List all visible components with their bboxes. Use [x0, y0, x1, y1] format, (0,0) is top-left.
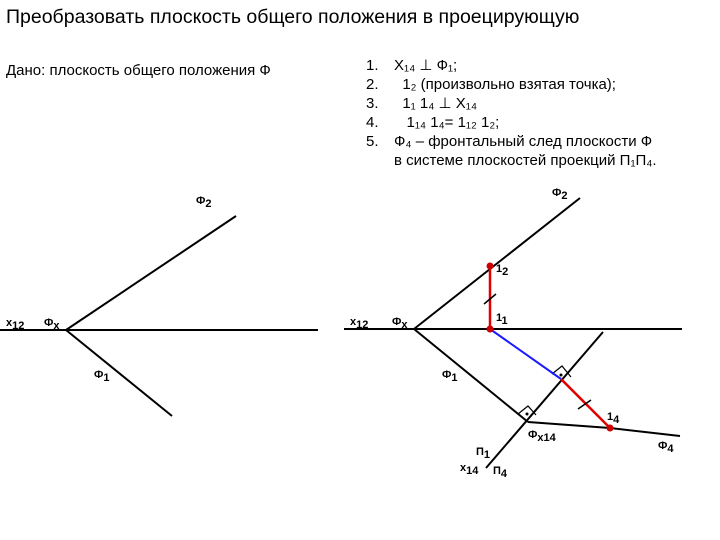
right-phix14-label: Фx14: [528, 429, 556, 444]
right-phi2-label: Ф2: [552, 187, 568, 202]
pi4-label: П4: [493, 465, 508, 480]
right-x14-axis: [486, 332, 603, 468]
step-text: Ф₄ – фронтальный след плоскости Ф: [394, 133, 653, 150]
right-drawing: [344, 198, 682, 468]
point-1-2: [487, 263, 494, 270]
step-number: 1.: [366, 57, 379, 74]
right-phi4-label: Ф4: [658, 440, 674, 455]
left-phi2-label: Ф2: [196, 195, 212, 210]
step-number: 5.: [366, 133, 379, 150]
left-phix-label: Фx: [44, 317, 60, 332]
step-text: 1₂ (произвольно взятая точка);: [394, 76, 616, 93]
step-text: 1₁ 1₄ ⊥ X₁₄: [394, 95, 477, 112]
step-number: 2.: [366, 76, 379, 93]
step-number: 4.: [366, 114, 379, 131]
right-phi1-label: Ф1: [442, 369, 458, 384]
blue-link-line: [490, 329, 561, 379]
given-text: Дано: плоскость общего положения Ф: [6, 62, 271, 79]
step-number: 3.: [366, 95, 379, 112]
page-title: Преобразовать плоскость общего положения в проецирующую: [6, 6, 580, 28]
pi1-label: П1: [476, 446, 491, 461]
right-x12-label: x12: [350, 316, 369, 331]
point-1-1-label: 11: [496, 312, 508, 327]
right-phix-label: Фx: [392, 316, 408, 331]
step-text: в системе плоскостей проекций П₁П₄.: [394, 152, 657, 169]
right-angle-marks: [518, 366, 571, 415]
point-1-2-label: 12: [496, 263, 509, 278]
left-phi1-trace: [66, 330, 172, 416]
left-labels: [6, 195, 212, 384]
right-x14-label: x14: [460, 462, 479, 477]
right-angle-dot-lower: [526, 413, 529, 416]
left-x12-label: x12: [6, 317, 25, 332]
step-text: 1₁₄ 1₄= 1₁₂ 1₂;: [394, 114, 500, 131]
left-phi1-label: Ф1: [94, 369, 110, 384]
right-angle-dot-upper: [560, 374, 563, 377]
left-drawing: [0, 216, 318, 416]
left-phi2-trace: [66, 216, 236, 330]
point-1-1: [487, 326, 494, 333]
step-text: X₁₄ ⊥ Ф₁;: [394, 57, 458, 74]
point-1-4-label: 14: [607, 411, 620, 426]
